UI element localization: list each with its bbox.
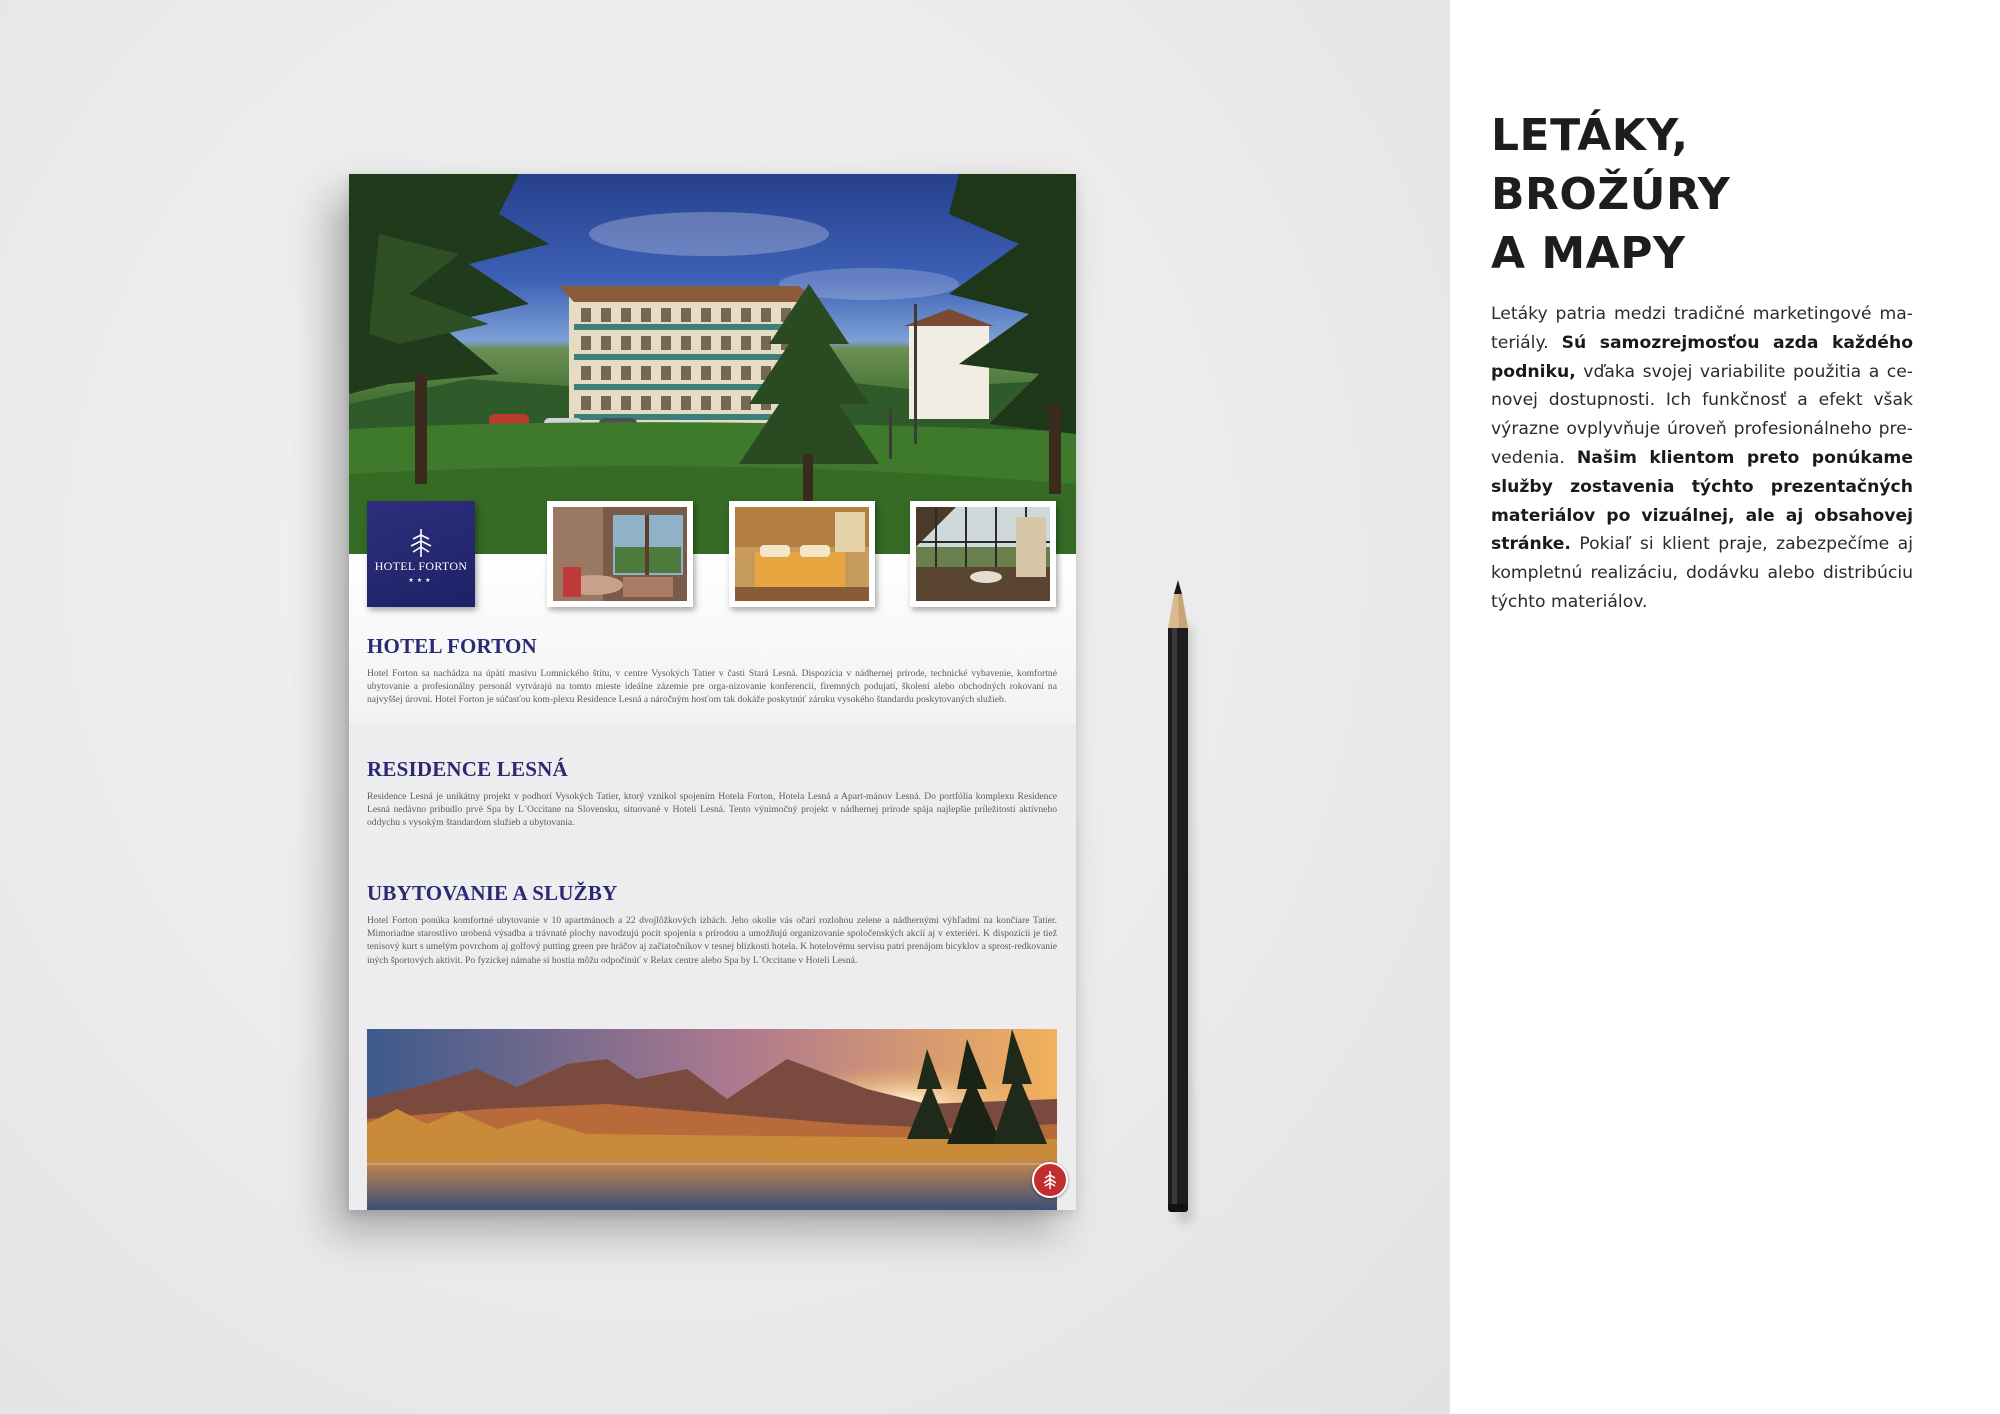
desc-part-1: Letáky patria medzi tradičné marketingové ma-teriály. [1491,304,1913,353]
bedroom-photo [729,501,875,607]
mountain-lake-photo [367,1029,1057,1210]
title-line-3: A MAPY [1491,228,1686,279]
desc-part-5: Pokiaľ si klient praje, zabezpečíme aj kompletnú realizáciu, dodávku alebo distribúciu týchto materiálov. [1491,534,1913,612]
desc-part-2: Sú samozrejmosťou azda každého podniku, [1491,332,1913,382]
restaurant-photo [547,501,693,607]
section-body-services: Hotel Forton ponúka komfortné ubytovanie v 10 apartmánoch a 22 dvojlôžkových izbách. Jeho okolie vás očarí rozlohou zelene a nádhernými výhľadmi na končiare Tatier. Mimoriadne starostlivo urobená výsadba a trávnaté plochy navodzujú pocit spojenia s prírodou a umožňujú organizovanie spoločenských akcií aj v exteriéri. K dispozícii je tiež tenisový kurt s umelým povrchom aj golfový putting green pre hráčov aj začiatočníkov v tesnej blízkosti hotela. K hotelovému servisu patrí prenájom bicyklov a sprost-redkovanie iných športových aktivít. Po fyzickej námahe si hostia môžu odpočinúť v Relax centre alebo Spa by L´Occitane v Hoteli Lesná. [367,915,1057,966]
section-title-services: UBYTOVANIE A SLUŽBY [367,881,618,905]
panel-description [1491,300,1913,617]
tree-logo-icon [409,529,433,557]
logo-name: HOTEL FORTON [374,559,468,573]
pencil [1163,580,1193,1220]
leaf-badge-icon [1032,1162,1068,1198]
section-body-hotel: Hotel Forton sa nachádza na úpätí masívu Lomnického štítu, v centre Vysokých Tatier v časti Stará Lesná. Dispozícia v nádhernej prírode, technické vybavenie, komfortné ubytovanie a profesionálny personál vytvárajú na tomto mieste ideálne zázemie pre orga-nizovanie konferencií, firemných podujatí, školení alebo obchodných rokovaní na najvyššej úrovni. Hotel Forton je súčasťou kom-plexu Residence Lesná a náročným hosťom tak dokáže poskytnúť záruku vysokého štandardu poskytovaných služieb. [367,668,1057,706]
hotel-logo [367,501,475,607]
panel-title [1491,106,1911,283]
desc-part-3: vďaka svojej variabilite použitia a ce-novej dostupnosti. Ich funkčnosť a efekt však výrazne ovplyvňuje úroveň profesionálneho pre-vedenia. [1491,361,1913,468]
winter-garden-photo [910,501,1056,607]
section-title-hotel: HOTEL FORTON [367,634,537,658]
hotel-exterior-photo [349,174,1076,554]
title-line-1: LETÁKY, [1491,110,1689,161]
logo-stars: ★★★ [408,578,434,584]
title-line-2: BROŽÚRY [1491,169,1731,220]
section-body-residence: Residence Lesná je unikátny projekt v podhorí Vysokých Tatier, ktorý vznikol spojením Hotela Forton, Hotela Lesná a Apart-mánov Lesná. Do portfólia komplexu Residence Lesná nedávno pribudlo prvé Spa by L´Occitane na Slovensku, situované v Hoteli Lesná. Tento výnimočný projekt v nádhernej prírode spája najlepšie príležitosti aktívneho oddychu s vysokým štandardom služieb a ubytovania. [367,791,1057,829]
desc-part-4: Našim klientom preto ponúkame služby zostavenia týchto prezentačných materiálov po vizuálnej, ale aj obsahovej stránke. [1491,447,1913,555]
flyer-page [349,174,1076,1210]
section-title-residence: RESIDENCE LESNÁ [367,757,568,781]
